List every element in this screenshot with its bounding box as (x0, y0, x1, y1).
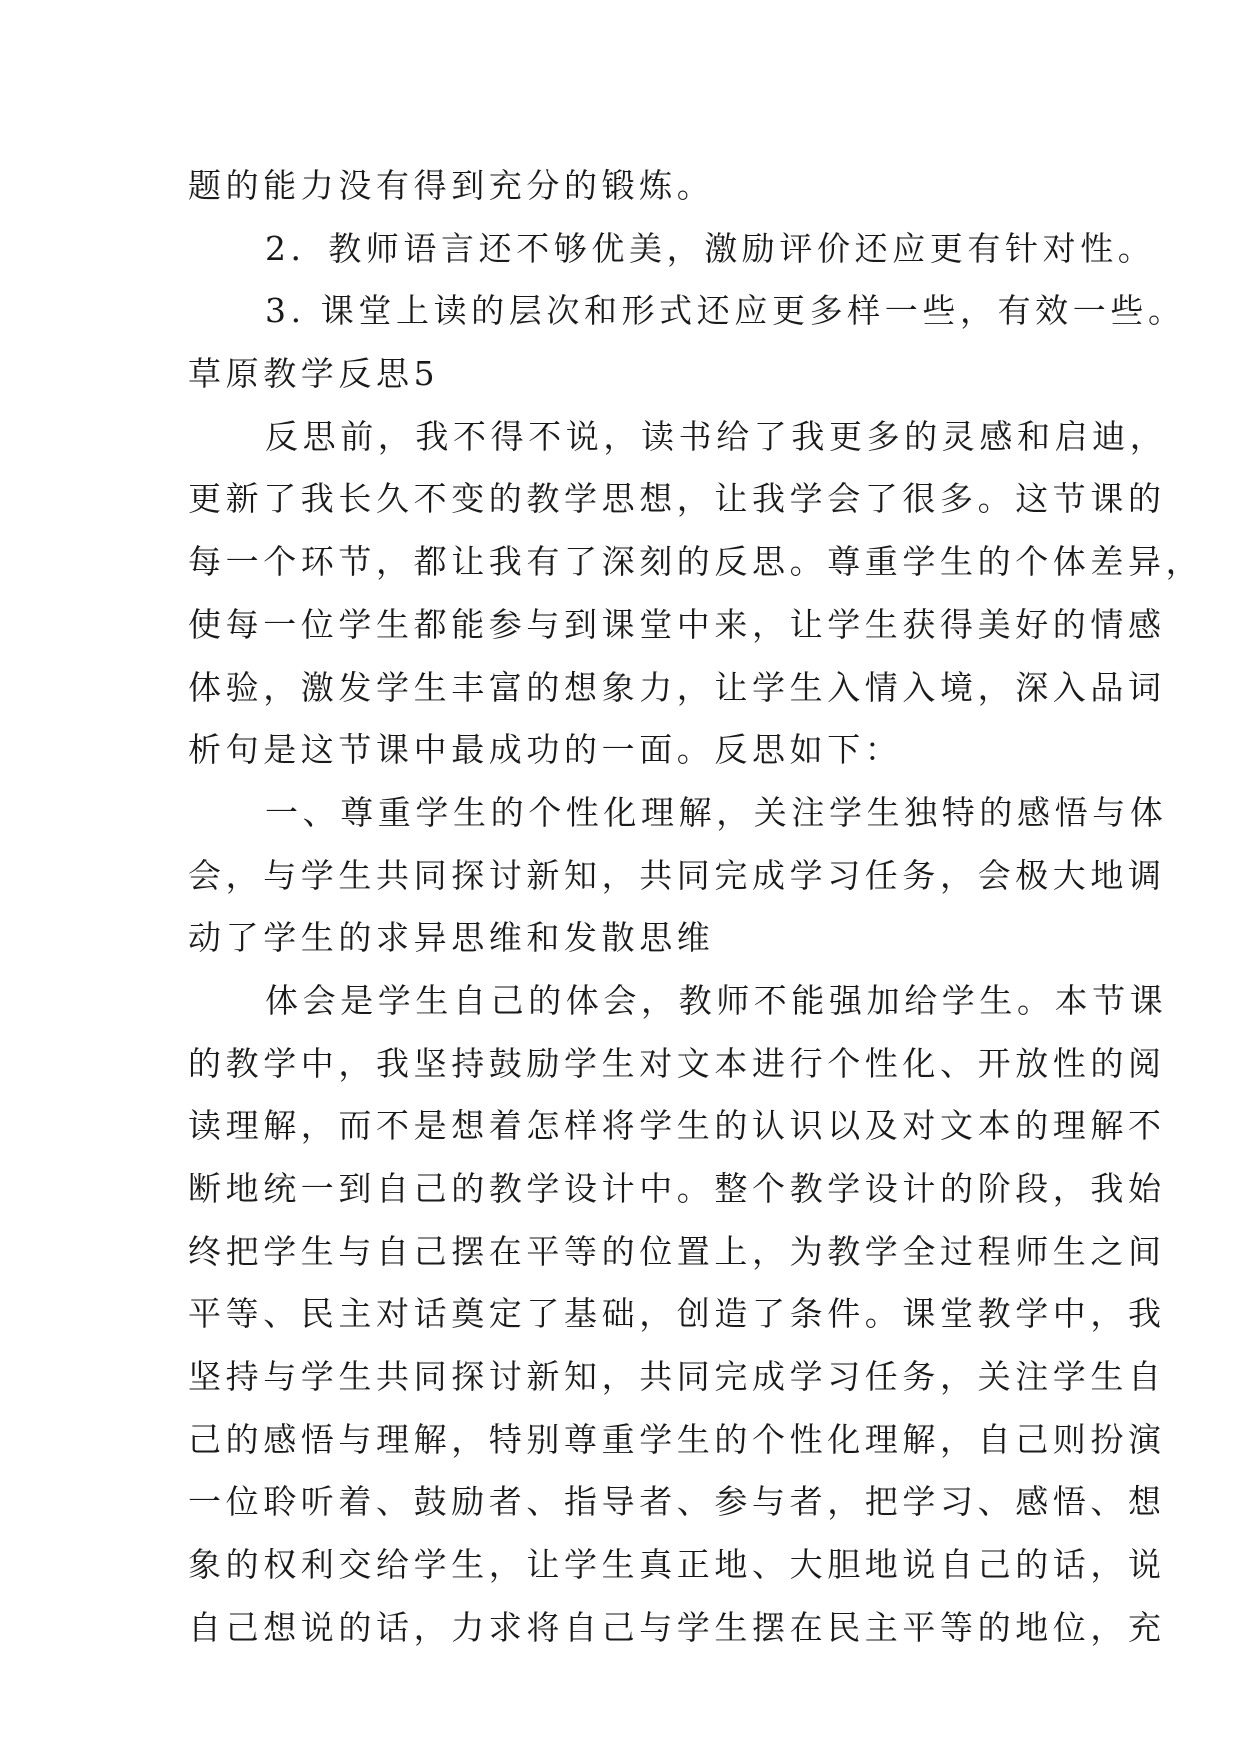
text-line-24: 自己想说的话，力求将自己与学生摆在民主平等的地位，充 (188, 1607, 1166, 1647)
document-body (188, 155, 1204, 1660)
text-line-1: 题的能力没有得到充分的锻炼。 (188, 166, 715, 205)
text-line-21: 己的感悟与理解，特别尊重学生的个性化理解，自己则扮演 (188, 1419, 1166, 1459)
text-line-18: 终把学生与自己摆在平等的位置上，为教学全过程师生之间 (188, 1231, 1166, 1271)
text-line-19: 平等、民主对话奠定了基础，创造了条件。课堂教学中，我 (188, 1294, 1166, 1334)
text-line-7: 每一个环节，都让我有了深刻的反思。尊重学生的个体差异， (188, 542, 1204, 582)
text-line-20: 坚持与学生共同探讨新知，共同完成学习任务，关注学生自 (188, 1357, 1166, 1397)
text-line-14: 体会是学生自己的体会，教师不能强加给学生。本节课 (265, 980, 1168, 1020)
text-line-22: 一位聆听着、鼓励者、指导者、参与者，把学习、感悟、想 (188, 1482, 1166, 1522)
text-line-3: 3. 课堂上读的层次和形式还应更多样一些，有效一些。 (265, 291, 1186, 331)
section-heading: 草原教学反思5 (188, 354, 440, 394)
text-line-2: 2．教师语言还不够优美，激励评价还应更有针对性。 (265, 228, 1156, 268)
text-line-6: 更新了我长久不变的教学思想，让我学会了很多。这节课的 (188, 479, 1166, 519)
text-line-17: 断地统一到自己的教学设计中。整个教学设计的阶段，我始 (188, 1169, 1166, 1208)
text-line-16: 读理解，而不是想着怎样将学生的认识以及对文本的理解不 (188, 1106, 1166, 1146)
text-line-8: 使每一位学生都能参与到课堂中来，让学生获得美好的情感 (188, 604, 1166, 644)
text-line-13: 动了学生的求异思维和发散思维 (188, 918, 715, 958)
text-line-5: 反思前，我不得不说，读书给了我更多的灵感和启迪， (265, 416, 1168, 456)
text-line-23: 象的权利交给学生，让学生真正地、大胆地说自己的话，说 (188, 1545, 1166, 1585)
text-line-10: 析句是这节课中最成功的一面。反思如下： (188, 730, 903, 770)
text-line-11: 一、尊重学生的个性化理解，关注学生独特的感悟与体 (265, 792, 1168, 832)
text-line-9: 体验，激发学生丰富的想象力，让学生入情入境，深入品词 (188, 667, 1166, 707)
text-line-12: 会，与学生共同探讨新知，共同完成学习任务，会极大地调 (188, 855, 1166, 895)
text-line-15: 的教学中，我坚持鼓励学生对文本进行个性化、开放性的阅 (188, 1043, 1166, 1083)
